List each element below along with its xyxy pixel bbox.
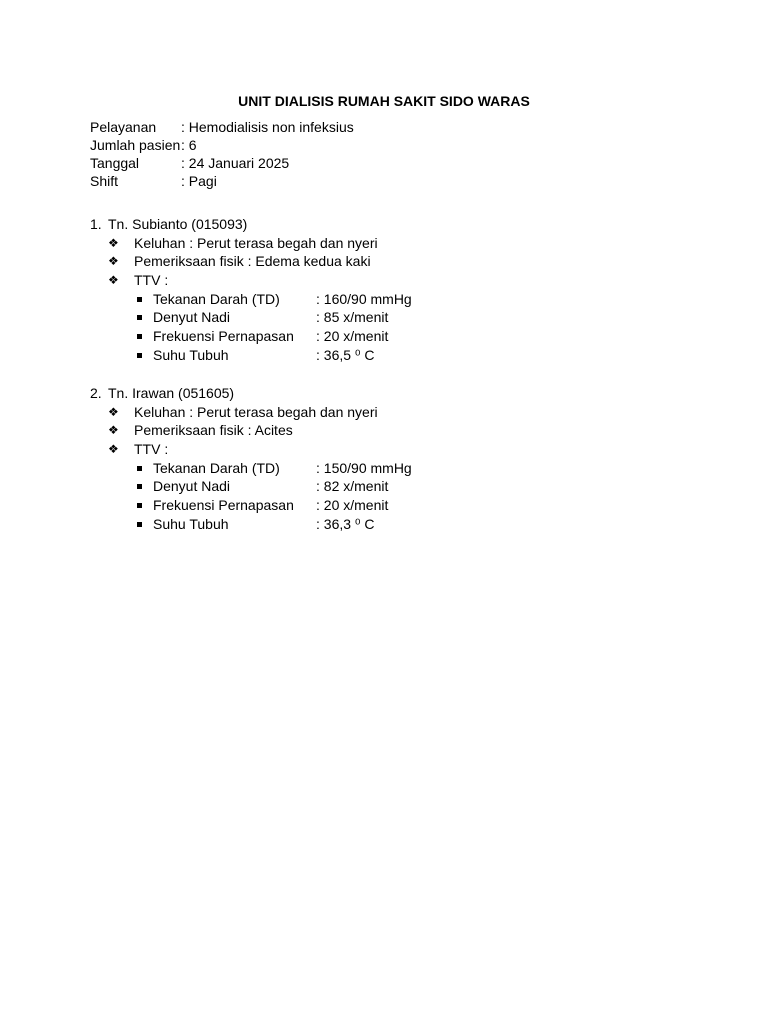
vital-label: Suhu Tubuh (153, 346, 229, 363)
vital-row (90, 290, 412, 309)
meta-value: : 24 Januari 2025 (181, 155, 290, 171)
pemeriksaan-text: Pemeriksaan fisik : Acites (134, 422, 293, 439)
list-item (90, 440, 412, 459)
meta-row-shift (90, 172, 354, 190)
meta-label: Pelayanan (90, 119, 157, 135)
meta-value: : Hemodialisis non infeksius (181, 119, 354, 135)
list-item (90, 403, 412, 422)
list-item (90, 271, 412, 290)
diamond-bullet-icon: ❖ (108, 254, 119, 269)
meta-label: Shift (90, 173, 119, 189)
vital-label: Suhu Tubuh (153, 515, 229, 532)
vital-row (90, 459, 412, 478)
meta-label: Tanggal (90, 155, 140, 171)
list-item (90, 252, 412, 271)
vital-label: Tekanan Darah (TD) (153, 459, 280, 476)
patient-number: 2. (90, 385, 102, 401)
square-bullet-icon (137, 484, 142, 489)
vital-label: Frekuensi Pernapasan (153, 328, 294, 345)
vital-value: : 82 x/menit (316, 478, 389, 495)
patient-entry (90, 215, 412, 365)
square-bullet-icon (137, 353, 142, 358)
diamond-bullet-icon: ❖ (108, 423, 119, 438)
vital-row (90, 327, 412, 346)
patient-entry (90, 384, 412, 534)
vital-value: : 36,3 ⁰ C (316, 515, 375, 532)
square-bullet-icon (137, 315, 142, 320)
vital-value: : 150/90 mmHg (316, 459, 412, 476)
vital-label: Denyut Nadi (153, 478, 231, 495)
keluhan-text: Keluhan : Perut terasa begah dan nyeri (134, 234, 378, 251)
square-bullet-icon (137, 466, 142, 471)
meta-value: : Pagi (181, 173, 217, 189)
meta-row-pelayanan (90, 118, 354, 136)
vital-value: : 85 x/menit (316, 309, 389, 326)
report-meta (90, 118, 354, 190)
patient-number: 1. (90, 216, 102, 232)
vital-label: Tekanan Darah (TD) (153, 290, 280, 307)
vital-row (90, 515, 412, 534)
square-bullet-icon (137, 334, 142, 339)
vital-row (90, 308, 412, 327)
diamond-bullet-icon: ❖ (108, 235, 119, 250)
patient-name: Tn. Subianto (015093) (108, 216, 248, 232)
meta-row-jumlah-pasien (90, 136, 354, 154)
meta-value: : 6 (181, 137, 197, 153)
meta-label: Jumlah pasien (90, 137, 181, 153)
keluhan-text: Keluhan : Perut terasa begah dan nyeri (134, 403, 378, 420)
square-bullet-icon (137, 522, 142, 527)
list-item (90, 421, 412, 440)
diamond-bullet-icon: ❖ (108, 273, 119, 288)
vital-value: : 20 x/menit (316, 328, 389, 345)
vital-label: Denyut Nadi (153, 309, 231, 326)
ttv-label: TTV : (134, 272, 169, 289)
square-bullet-icon (137, 503, 142, 508)
vital-row (90, 496, 412, 515)
patient-name: Tn. Irawan (051605) (108, 385, 235, 401)
patient-heading (90, 215, 412, 234)
pemeriksaan-text: Pemeriksaan fisik : Edema kedua kaki (134, 253, 371, 270)
square-bullet-icon (137, 297, 142, 302)
diamond-bullet-icon: ❖ (108, 442, 119, 457)
vital-value: : 20 x/menit (316, 497, 389, 514)
ttv-label: TTV : (134, 441, 169, 458)
list-item (90, 234, 412, 253)
vital-value: : 160/90 mmHg (316, 290, 412, 307)
diamond-bullet-icon: ❖ (108, 404, 119, 419)
vital-row (90, 346, 412, 365)
patient-heading (90, 384, 412, 403)
vital-row (90, 477, 412, 496)
vital-label: Frekuensi Pernapasan (153, 497, 294, 514)
meta-row-tanggal (90, 154, 354, 172)
vital-value: : 36,5 ⁰ C (316, 346, 375, 363)
document-title: UNIT DIALISIS RUMAH SAKIT SIDO WARAS (238, 93, 530, 109)
